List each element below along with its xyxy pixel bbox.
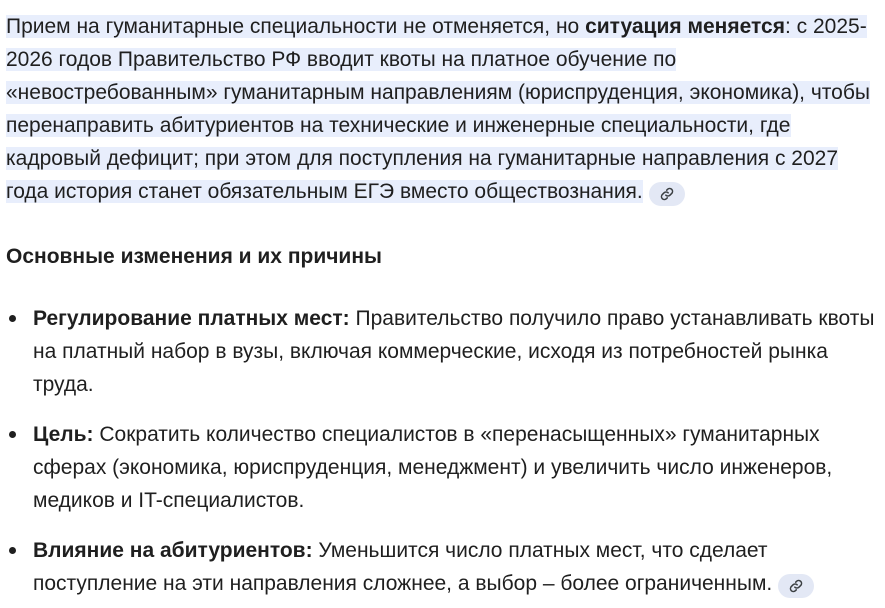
link-icon <box>660 187 674 201</box>
list-item-label: Цель: <box>33 423 94 446</box>
list-item-label: Влияние на абитуриентов: <box>33 539 313 562</box>
list-item <box>6 418 878 517</box>
changes-list <box>6 302 878 600</box>
list-item <box>6 534 878 600</box>
intro-text-end: : с 2025-2026 годов Правительство РФ вводит квоты на платное обучение по «невостребованным» гуманитарным направлениям (юриспруденция, экономика), чтобы перенаправить абитуриентов на технические и инженерные специальности, где кадровый дефицит; при этом для поступления на гуманитарные направления с 2027 года история станет обязательным ЕГЭ вместо обществознания. <box>6 15 870 203</box>
intro-text-start: Прием на гуманитарные специальности не отменяется, но <box>6 15 586 38</box>
list-item-text: Правительство получило право устанавливать квоты на платный набор в вузы, включая коммерческие, исходя из потребностей рынка труда. <box>33 307 875 396</box>
link-icon <box>789 579 803 593</box>
section-title: Основные изменения и их причины <box>6 245 382 268</box>
source-link-button[interactable] <box>649 182 685 206</box>
list-item-text: Уменьшится число платных мест, что сделает поступление на эти направления сложнее, а выбор – более ограниченным. <box>33 539 773 595</box>
list-item-text: Сократить количество специалистов в «перенасыщенных» гуманитарных сферах (экономика, юриспруденция, менеджмент) и увеличить число инженеров, медиков и IT-специалистов. <box>33 423 833 512</box>
list-item <box>6 302 878 401</box>
list-item-label: Регулирование платных мест: <box>33 307 350 330</box>
highlighted-text <box>6 15 870 203</box>
intro-bold-text: ситуация меняется <box>585 15 785 38</box>
intro-paragraph <box>6 10 878 208</box>
source-link-button[interactable] <box>778 574 814 598</box>
